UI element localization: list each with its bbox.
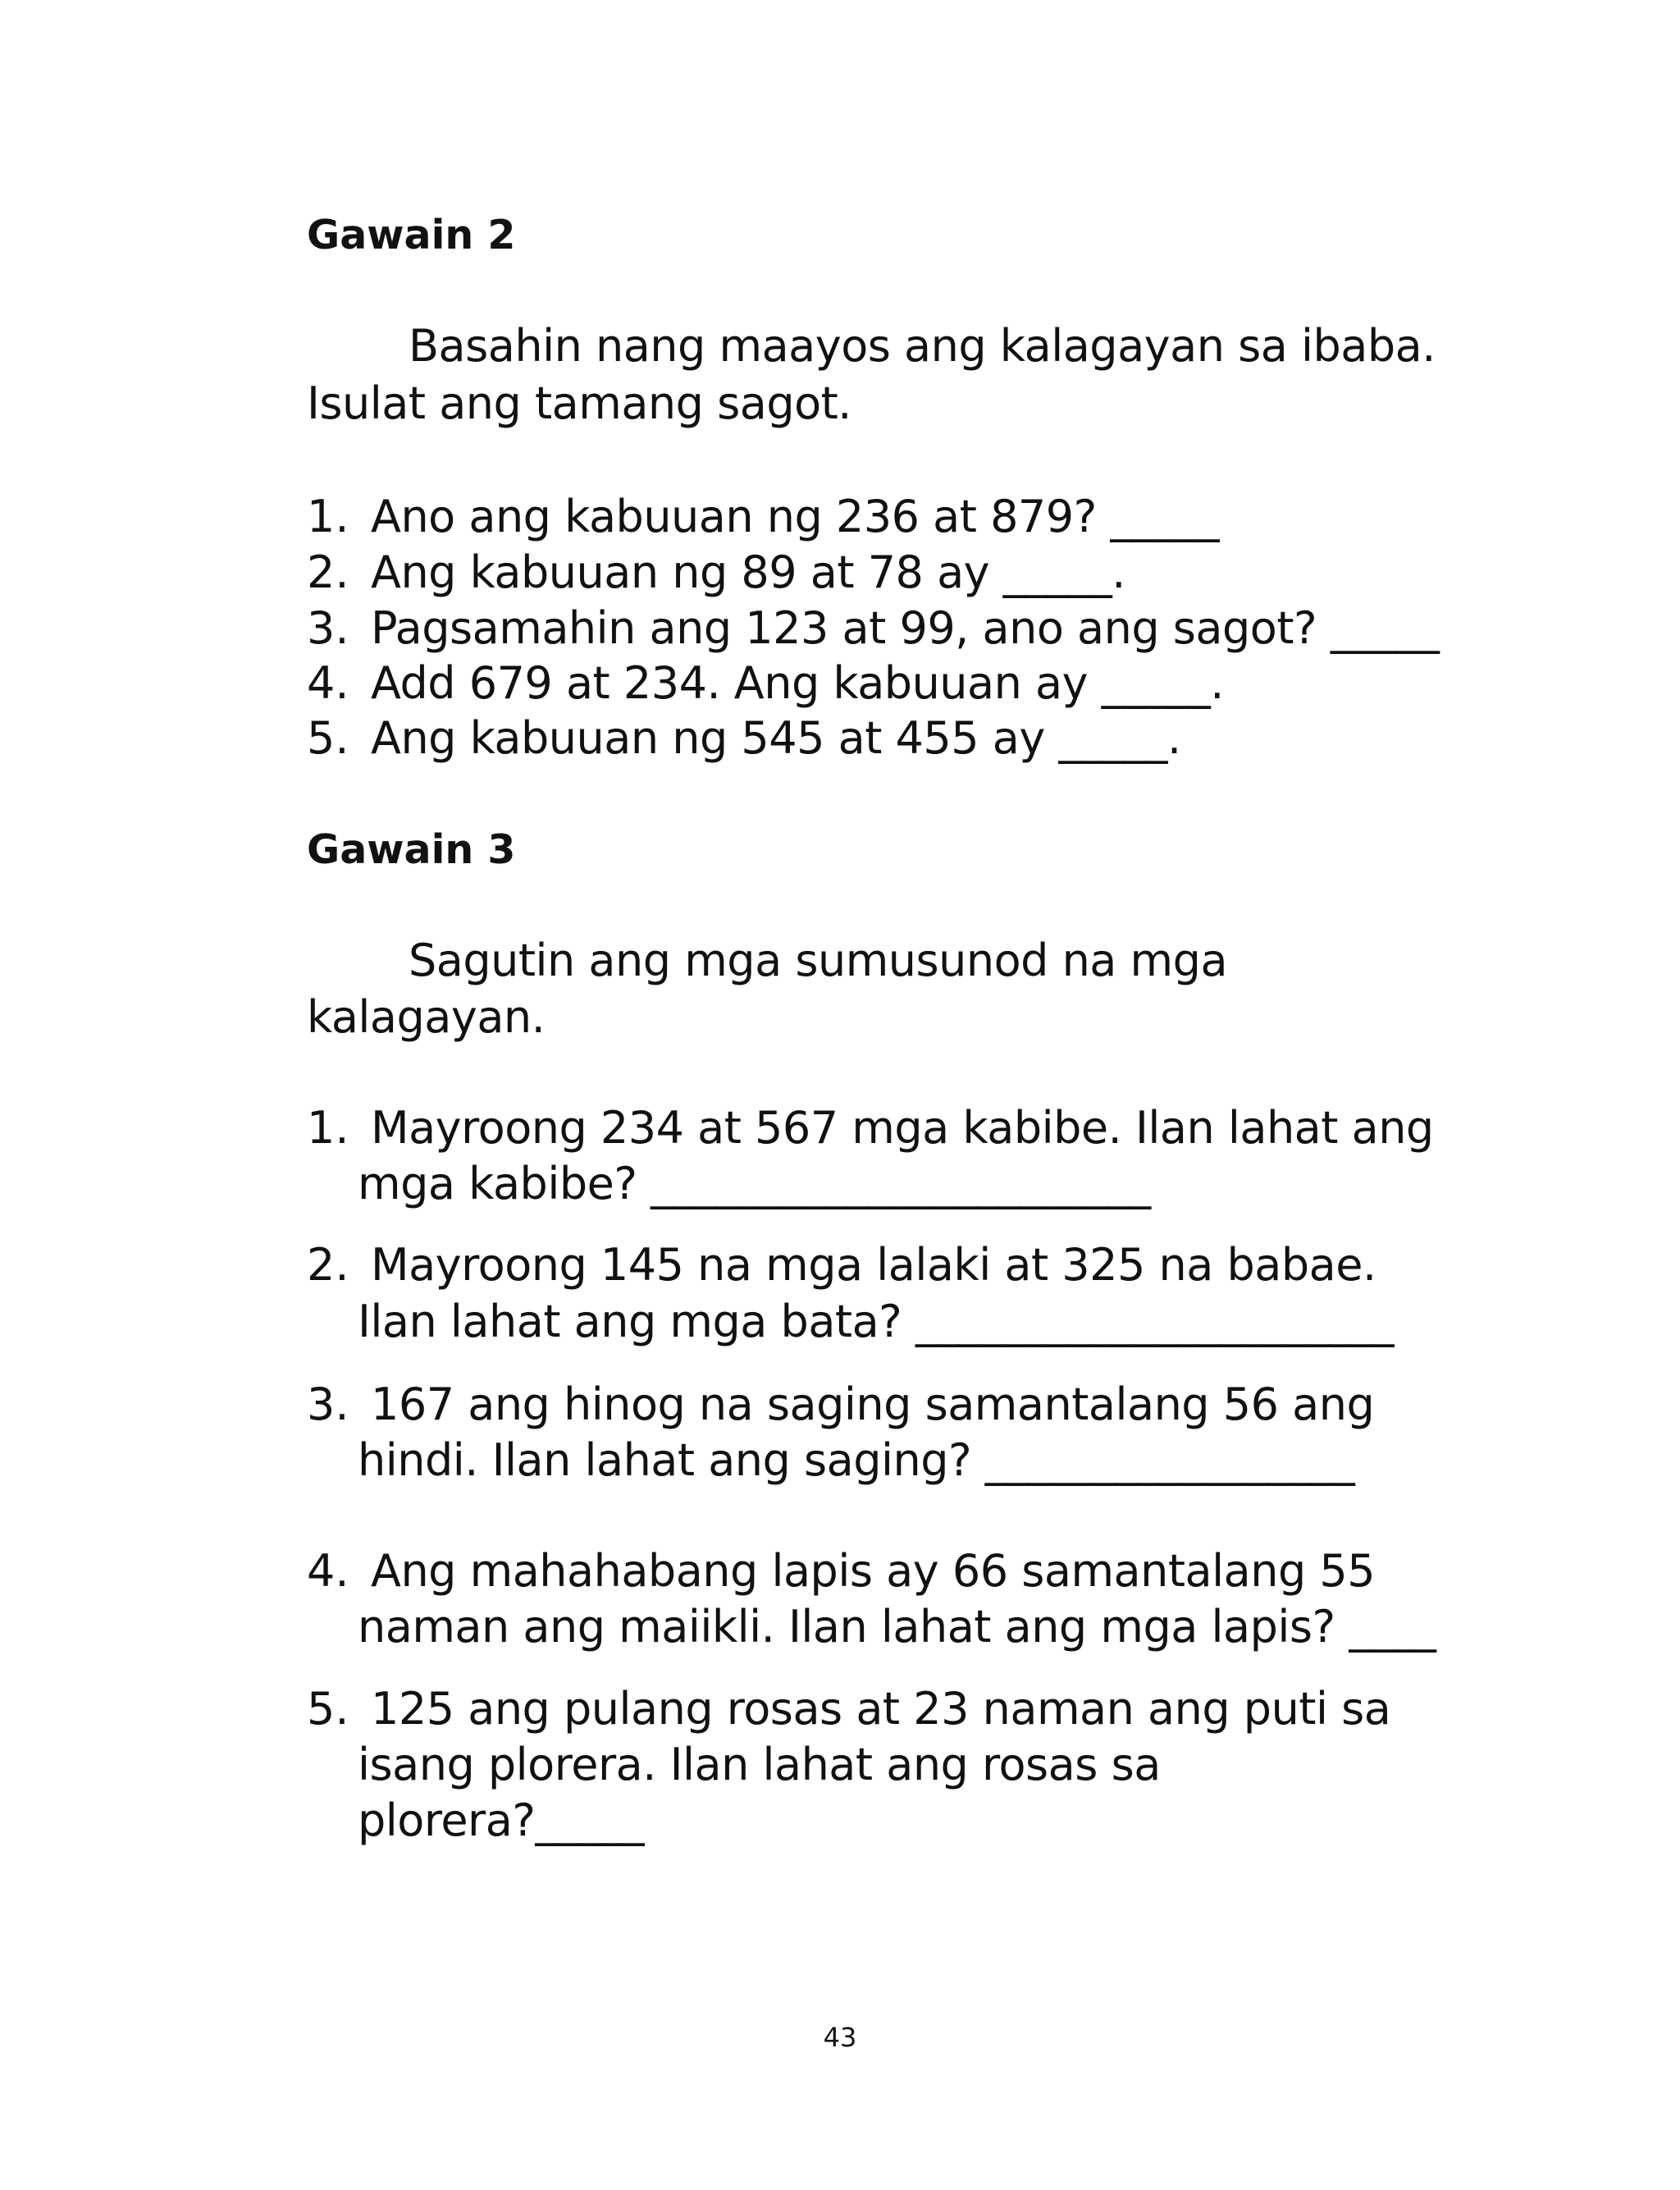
gawain-2-item-1-number: 1. bbox=[307, 491, 349, 542]
gawain-2-instruction-line-2: Isulat ang tamang sagot. bbox=[307, 377, 851, 429]
gawain-3-item-3-line-1: 167 ang hinog na saging samantalang 56 ang bbox=[371, 1378, 1375, 1430]
gawain-2-item-4-text: Add 679 at 234. Ang kabuuan ay _____. bbox=[371, 657, 1224, 709]
gawain-3-item-5-line-2: isang plorera. Ilan lahat ang rosas sa bbox=[358, 1739, 1161, 1790]
gawain-3-item-1-line-1: Mayroong 234 at 567 mga kabibe. Ilan lahat ang bbox=[371, 1102, 1434, 1154]
gawain-3-item-4-line-1: Ang mahahabang lapis ay 66 samantalang 55 bbox=[371, 1545, 1376, 1597]
gawain-3-instruction-line-1: Sagutin ang mga sumusunod na mga bbox=[409, 935, 1228, 986]
gawain-3-item-2-line-2: Ilan lahat ang mga bata? ______________________ bbox=[358, 1296, 1395, 1347]
gawain-3-item-4-line-2: naman ang maiikli. Ilan lahat ang mga lapis? ____ bbox=[358, 1601, 1436, 1653]
gawain-3-instruction-line-2: kalagayan. bbox=[307, 991, 546, 1043]
gawain-3-item-5-line-1: 125 ang pulang rosas at 23 naman ang puti sa bbox=[371, 1683, 1391, 1735]
gawain-2-item-5-text: Ang kabuuan ng 545 at 455 ay _____. bbox=[371, 712, 1181, 764]
page-number: 43 bbox=[823, 2022, 857, 2053]
gawain-2-item-5-number: 5. bbox=[307, 712, 349, 764]
gawain-2-item-3-text: Pagsamahin ang 123 at 99, ano ang sagot? _____ bbox=[371, 602, 1440, 654]
gawain-3-item-3-line-2: hindi. Ilan lahat ang saging? _________________ bbox=[358, 1434, 1355, 1486]
gawain-3-item-4-number: 4. bbox=[307, 1545, 349, 1597]
gawain-2-item-2-text: Ang kabuuan ng 89 at 78 ay _____. bbox=[371, 546, 1125, 598]
gawain-3-item-1-line-2: mga kabibe? _______________________ bbox=[358, 1158, 1151, 1209]
gawain-3-heading: Gawain 3 bbox=[307, 826, 516, 873]
gawain-3-item-5-line-3: plorera?_____ bbox=[358, 1795, 645, 1846]
gawain-3-item-1-number: 1. bbox=[307, 1102, 349, 1154]
gawain-2-item-2-number: 2. bbox=[307, 546, 349, 598]
gawain-2-instruction-line-1: Basahin nang maayos ang kalagayan sa ibaba. bbox=[409, 320, 1436, 372]
gawain-2-item-4-number: 4. bbox=[307, 657, 349, 709]
gawain-2-heading: Gawain 2 bbox=[307, 212, 516, 258]
gawain-3-item-3-number: 3. bbox=[307, 1378, 349, 1430]
gawain-3-item-2-number: 2. bbox=[307, 1239, 349, 1291]
gawain-2-item-1-text: Ano ang kabuuan ng 236 at 879? _____ bbox=[371, 491, 1219, 542]
gawain-2-item-3-number: 3. bbox=[307, 602, 349, 654]
gawain-3-item-5-number: 5. bbox=[307, 1683, 349, 1735]
gawain-3-item-2-line-1: Mayroong 145 na mga lalaki at 325 na babae. bbox=[371, 1239, 1376, 1291]
